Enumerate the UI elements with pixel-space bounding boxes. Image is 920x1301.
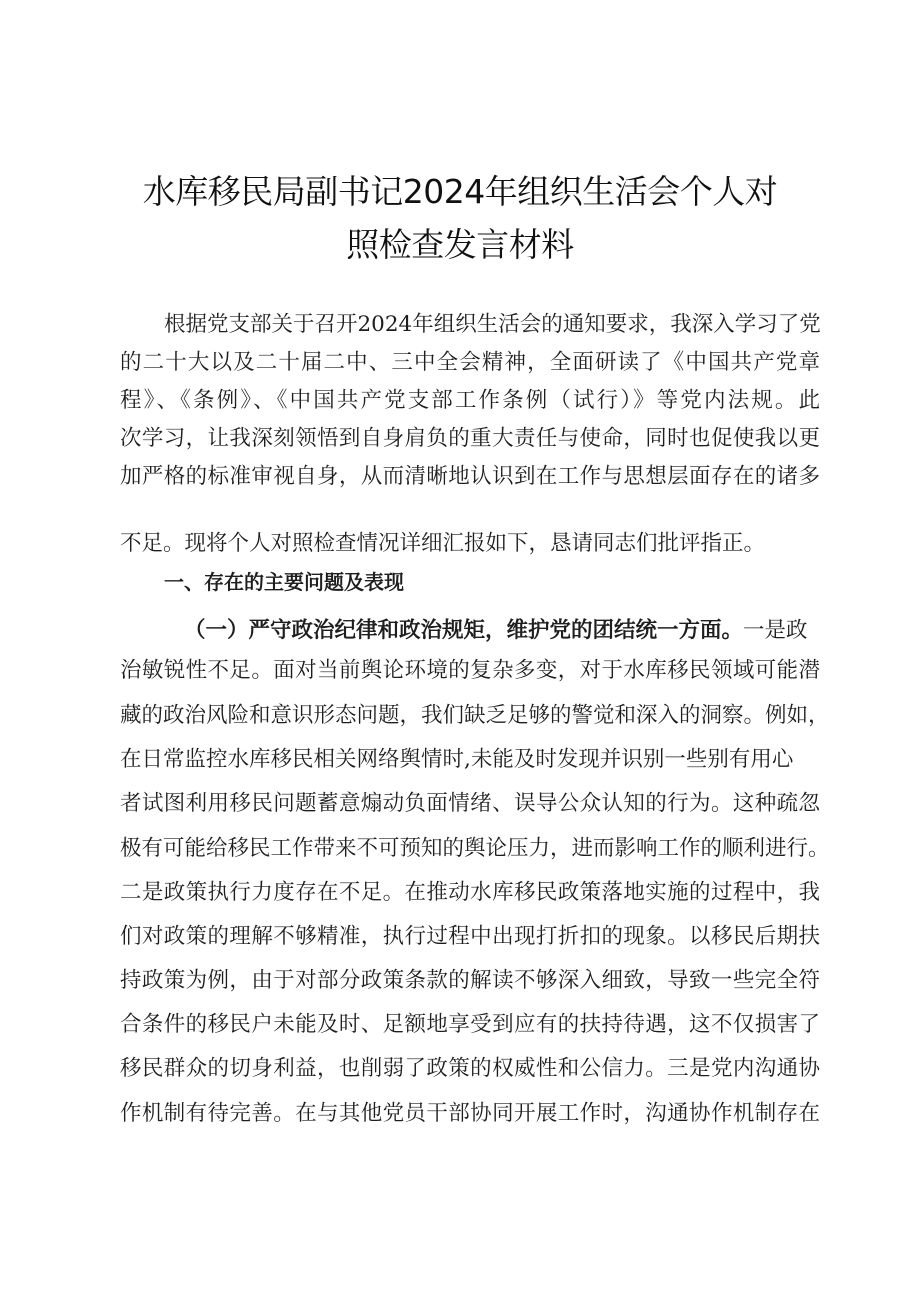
body-line: 治敏锐性不足。面对当前舆论环境的复杂多变，对于水库移民领域可能潜 — [120, 658, 820, 683]
body-line: 们对政策的理解不够精准，执行过程中出现打折扣的现象。以移民后期扶 — [120, 924, 820, 949]
body-line: 藏的政治风险和意识形态问题，我们缺乏足够的警觉和深入的洞察。例如， — [120, 703, 830, 728]
body-line: 者试图利用移民问题蓄意煽动负面情绪、误导公众认知的行为。这种疏忽 — [120, 791, 820, 816]
document-title-line-1: 水库移民局副书记2024年组织生活会个人对 — [142, 172, 778, 211]
intro-line: 不足。现将个人对照检查情况详细汇报如下，恳请同志们批评指正。 — [120, 531, 766, 556]
body-line: 持政策为例，由于对部分政策条款的解读不够深入细致，导致一些完全符 — [120, 968, 820, 993]
body-line: 作机制有待完善。在与其他党员干部协同开展工作时，沟通协作机制存在 — [120, 1101, 820, 1126]
body-line: 合条件的移民户未能及时、足额地享受到应有的扶持待遇，这不仅损害了 — [120, 1012, 820, 1037]
body-line: 二是政策执行力度存在不足。在推动水库移民政策落地实施的过程中，我 — [120, 880, 820, 905]
intro-line: 次学习，让我深刻领悟到自身肩负的重大责任与使命，同时也促使我以更 — [120, 426, 820, 451]
intro-line: 加严格的标准审视自身，从而清晰地认识到在工作与思想层面存在的诸多 — [120, 464, 820, 489]
body-line: 移民群众的切身利益，也削弱了政策的权威性和公信力。三是党内沟通协 — [120, 1056, 820, 1081]
intro-line: 的二十大以及二十届二中、三中全会精神，全面研读了《中国共产党章 — [120, 350, 820, 375]
intro-line: 程》、《条例》、《中国共产党支部工作条例（试行）》等党内法规。此 — [120, 388, 820, 413]
section-heading: 一、存在的主要问题及表现 — [164, 570, 404, 594]
document-title-line-2: 照检查发言材料 — [346, 225, 574, 264]
intro-line: 根据党支部关于召开2024年组织生活会的通知要求，我深入学习了党 — [164, 312, 821, 337]
body-line: 在日常监控水库移民相关网络舆情时,未能及时发现并识别一些别有用心 — [120, 747, 794, 772]
body-line: 极有可能给移民工作带来不可预知的舆论压力，进而影响工作的顺利进行。 — [120, 836, 830, 861]
subsection-line — [184, 614, 808, 648]
subsection-heading: （一）严守政治纪律和政治规矩，维护党的团结统一方面。 — [184, 618, 744, 643]
subsection-text: 一是政 — [743, 618, 808, 643]
